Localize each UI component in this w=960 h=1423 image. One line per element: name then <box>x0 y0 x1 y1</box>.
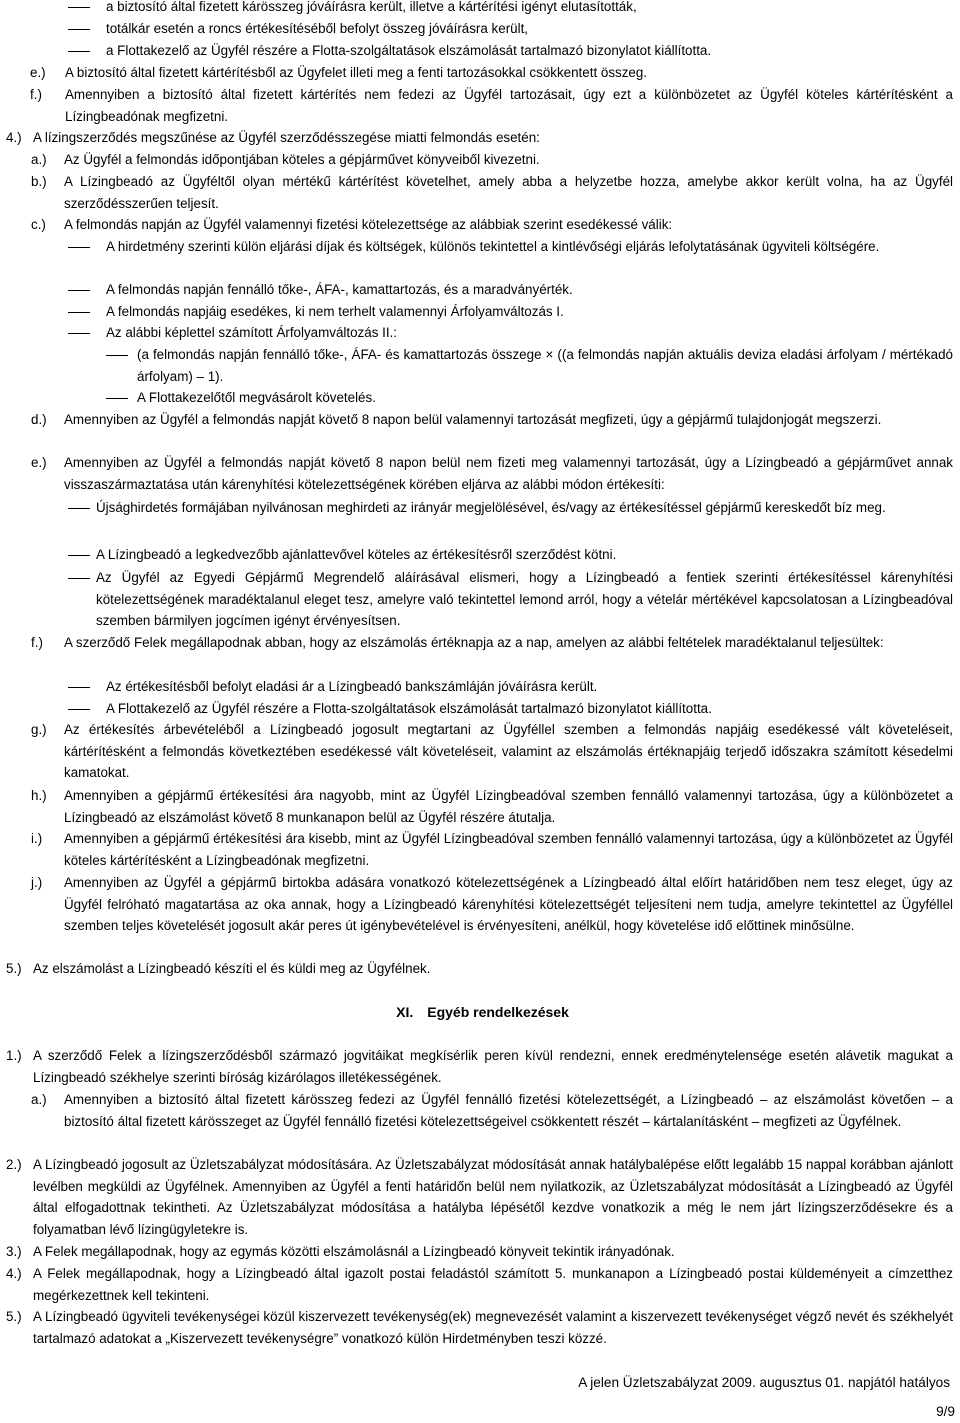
dash-bullet <box>68 508 90 509</box>
list-item: A felmondás napjáig esedékes, ki nem terhelt valamennyi Árfolyamváltozás I. <box>68 301 953 323</box>
chapter-item-3: 3.) A Felek megállapodnak, hogy az egymás közötti elszámolásnál a Lízingbeadó könyveit tekintik irányadónak. <box>6 1244 675 1259</box>
chapter-item-4: 4.) A Felek megállapodnak, hogy a Lízingbeadó által igazolt postai feladástól számított 5. munkanapon a Lízingbeadó postai küldeményeit a címzetthez megérkezettnek kell tekinteni. <box>6 1266 953 1303</box>
chapter-item-1-a: a.) Amennyiben a biztosító által fizetett kárösszeg fedezi az Ügyfél fennálló fizetési kötelezettségét, a Lízingbeadó – az elszámolást követően – a biztosító által fizetett kárösszeget az Ügyfél fennálló fizetési kötelezettségeivel csökkentett részét – kártalanításként – megfizeti az Ügyfélnek. <box>31 1092 953 1129</box>
section-4: 4.) A lízingszerződés megszűnése az Ügyfél szerződésszegése miatti felmondás esetén: <box>6 130 540 145</box>
paragraph-f: f.) Amennyiben a biztosító által fizetett kártérítés nem fedezi az Ügyfél tartozásait, úgy ezt a különbözetet az Ügyfél köteles kártérítésként a Lízingbeadónak megfizetni. <box>30 87 953 124</box>
list-item: Újsághirdetés formájában nyilvánosan meghirdeti az irányár megjelölésével, és/vagy az értékesítéssel gépjármű kereskedőt bíz meg. <box>68 497 953 519</box>
dash-bullet <box>68 290 90 291</box>
dash-bullet <box>68 51 90 52</box>
effective-date-note: A jelen Üzletszabályzat 2009. augusztus 01. napjától hatályos <box>578 1375 950 1390</box>
list-item: Az Ügyfél az Egyedi Gépjármű Megrendelő aláírásával elismeri, hogy a Lízingbeadó a fentiek szerinti értékesítéssel kárenyhítési kötelezettségének maradéktalanul eleget tesz, amelyre való tekintettel lemond arról, hogy a vételár mértékével kapcsolatosan a Lízingbeadóval szemben bármilyen jogcímen igényt érvényesítsen. <box>68 567 953 632</box>
chapter-item-1: 1.) A szerződő Felek a lízingszerződésből származó jogvitáikat megkísérlik peren kívül rendezni, ennek eredménytelensége esetén alávetik magukat a Lízingbeadó székhelye szerinti bíróság kizárólagos illetékességének. <box>6 1048 953 1085</box>
section-4-b: b.) A Lízingbeadó az Ügyféltől olyan mértékű kártérítést követelhet, amely abba a helyzetbe hozza, amelybe akkor került volna, ha az Ügyfél szerződésszerűen teljesít. <box>31 174 953 211</box>
list-item: A Lízingbeadó a legkedvezőbb ajánlattevővel köteles az értékesítésről szerződést kötni. <box>68 544 953 566</box>
list-item: A hirdetmény szerinti külön eljárási díjak és költségek, különös tekintettel a kintlévőségi eljárás lefolytatásának ügyviteli költségére. <box>68 236 953 258</box>
paragraph-e: e.) A biztosító által fizetett kártérítésből az Ügyfelet illeti meg a fenti tartozásokkal csökkentett összeg. <box>30 65 648 80</box>
chapter-item-2: 2.) A Lízingbeadó jogosult az Üzletszabályzat módosítására. Az Üzletszabályzat módosítását annak hatálybalépése előtt legalább 15 nappal korábban ajánlott levélben megküldi az Ügyfélnek. Amennyiben az Ügyfél a fenti határidőn belül nem nyilatkozik, az Üzletszabályzat módosítását a Lízingbeadó az Ügyfél által elfogadottnak tekintheti. Az Üzletszabályzat módosítása a hatályba lépésétől kezdve vonatkozik a még le nem járt lízingszerződésekre és a folyamatban lévő lízingügyletekre is. <box>6 1157 953 1237</box>
section-4-i: i.) Amennyiben a gépjármű értékesítési ára kisebb, mint az Ügyfél Lízingbeadóval szemben fennálló valamennyi tartozása, úgy a különbözetet az Ügyfél köteles kártérítésként a Lízingbeadónak megfizetni. <box>31 831 953 868</box>
dash-bullet <box>68 7 90 8</box>
list-item: Az értékesítésből befolyt eladási ár a Lízingbeadó bankszámláján jóváírásra került. <box>68 676 953 698</box>
section-4-a: a.) Az Ügyfél a felmondás időpontjában köteles a gépjárművet könyveiből kivezetni. <box>31 152 540 167</box>
section-4-g: g.) Az értékesítés árbevételéből a Lízingbeadó jogosult megtartani az Ügyféllel szemben a felmondás napjáig esedékessé vált követeléseit, kártérítésként a felmondás következtében esedékessé vált követeléseit, valamint az elszámolás értéknapjáig terjedő időszakra számított késedelmi kamatokat. <box>31 722 953 780</box>
section-4-h: h.) Amennyiben a gépjármű értékesítési ára nagyobb, mint az Ügyfél Lízingbeadóval szemben fennálló valamennyi tartozása, úgy a különbözetet a Lízingbeadó az elszámolást követő 8 munkanapon belül az Ügyfél részére átutalja. <box>31 788 953 825</box>
chapter-heading <box>5 1002 960 1024</box>
list-item: totálkár esetén a roncs értékesítéséből befolyt összeg jóváírásra került, <box>68 18 953 40</box>
dash-bullet <box>68 555 90 556</box>
section-5: 5.) Az elszámolást a Lízingbeadó készíti el és küldi meg az Ügyfélnek. <box>6 961 431 976</box>
list-item: Az alábbi képlettel számított Árfolyamváltozás II.: <box>68 322 953 344</box>
dash-bullet <box>106 355 128 356</box>
section-4-j: j.) Amennyiben az Ügyfél a gépjármű birtokba adására vonatkozó kötelezettségének a Lízingbeadó által előírt határidőben nem tesz eleget, úgy az Ügyfél felróható magatartása az oka annak, hogy a Lízingbeadó kárenyhítési kötelezettségét teljesíteni nem tudja, amelyre tekintettel az Ügyféllel szemben teljes követelését jogosult akár peres út igénybevételével is érvényesíteni, anélkül, hogy követelése idő előttinek minősülne. <box>31 875 953 933</box>
sub-list-item: (a felmondás napján fennálló tőke-, ÁFA- és kamattartozás összege × ((a felmondás napján aktuális deviza eladási árfolyam / mértékadó árfolyam) – 1). <box>106 344 953 387</box>
dash-bullet <box>68 312 90 313</box>
section-4-d: d.) Amennyiben az Ügyfél a felmondás napját követő 8 napon belül valamennyi tartozását megfizeti, úgy a gépjármű tulajdonjogát megszerzi. <box>31 412 882 427</box>
list-item: A Flottakezelő az Ügyfél részére a Flotta-szolgáltatások elszámolását tartalmazó bizonylatot kiállította. <box>68 698 953 720</box>
dash-bullet <box>68 247 90 248</box>
dash-bullet <box>68 578 90 579</box>
section-4-f: f.) A szerződő Felek megállapodnak abban, hogy az elszámolás értéknapja az a nap, amelyen az alábbi feltételek maradéktalanul teljesültek: <box>31 635 884 650</box>
list-item: a Flottakezelő az Ügyfél részére a Flotta-szolgáltatások elszámolását tartalmazó bizonylatot kiállította. <box>68 40 953 62</box>
page-number: 9/9 <box>936 1404 955 1419</box>
list-item: A felmondás napján fennálló tőke-, ÁFA-, kamattartozás, és a maradványérték. <box>68 279 953 301</box>
section-4-c: c.) A felmondás napján az Ügyfél valamennyi fizetési kötelezettsége az alábbiak szerint esedékessé válik: <box>31 217 673 232</box>
dash-bullet <box>68 29 90 30</box>
dash-bullet <box>68 333 90 334</box>
chapter-number: XI. <box>396 1004 414 1020</box>
dash-bullet <box>106 398 128 399</box>
section-4-e: e.) Amennyiben az Ügyfél a felmondás napját követő 8 napon belül nem fizeti meg valamennyi tartozását, úgy a Lízingbeadó a gépjárművet annak visszaszármaztatása után kárenyhítési kötelezettségének körében eljárva az alábbi módon értékesíti: <box>31 455 953 492</box>
chapter-title: Egyéb rendelkezések <box>427 1004 569 1020</box>
chapter-item-5: 5.) A Lízingbeadó ügyviteli tevékenységei közül kiszervezett tevékenység(ek) megnevezését valamint a kiszervezett tevékenységet végző nevét és székhelyét tartalmazó adatokat a „Kiszervezett tevékenységre” vonatkozó külön Hirdetményben teszi közzé. <box>6 1309 953 1346</box>
dash-bullet <box>68 687 90 688</box>
sub-list-item: A Flottakezelőtől megvásárolt követelés. <box>106 387 953 409</box>
dash-bullet <box>68 709 90 710</box>
list-item: a biztosító által fizetett kárösszeg jóváírásra került, illetve a kártérítési igényt elutasították, <box>68 0 953 18</box>
